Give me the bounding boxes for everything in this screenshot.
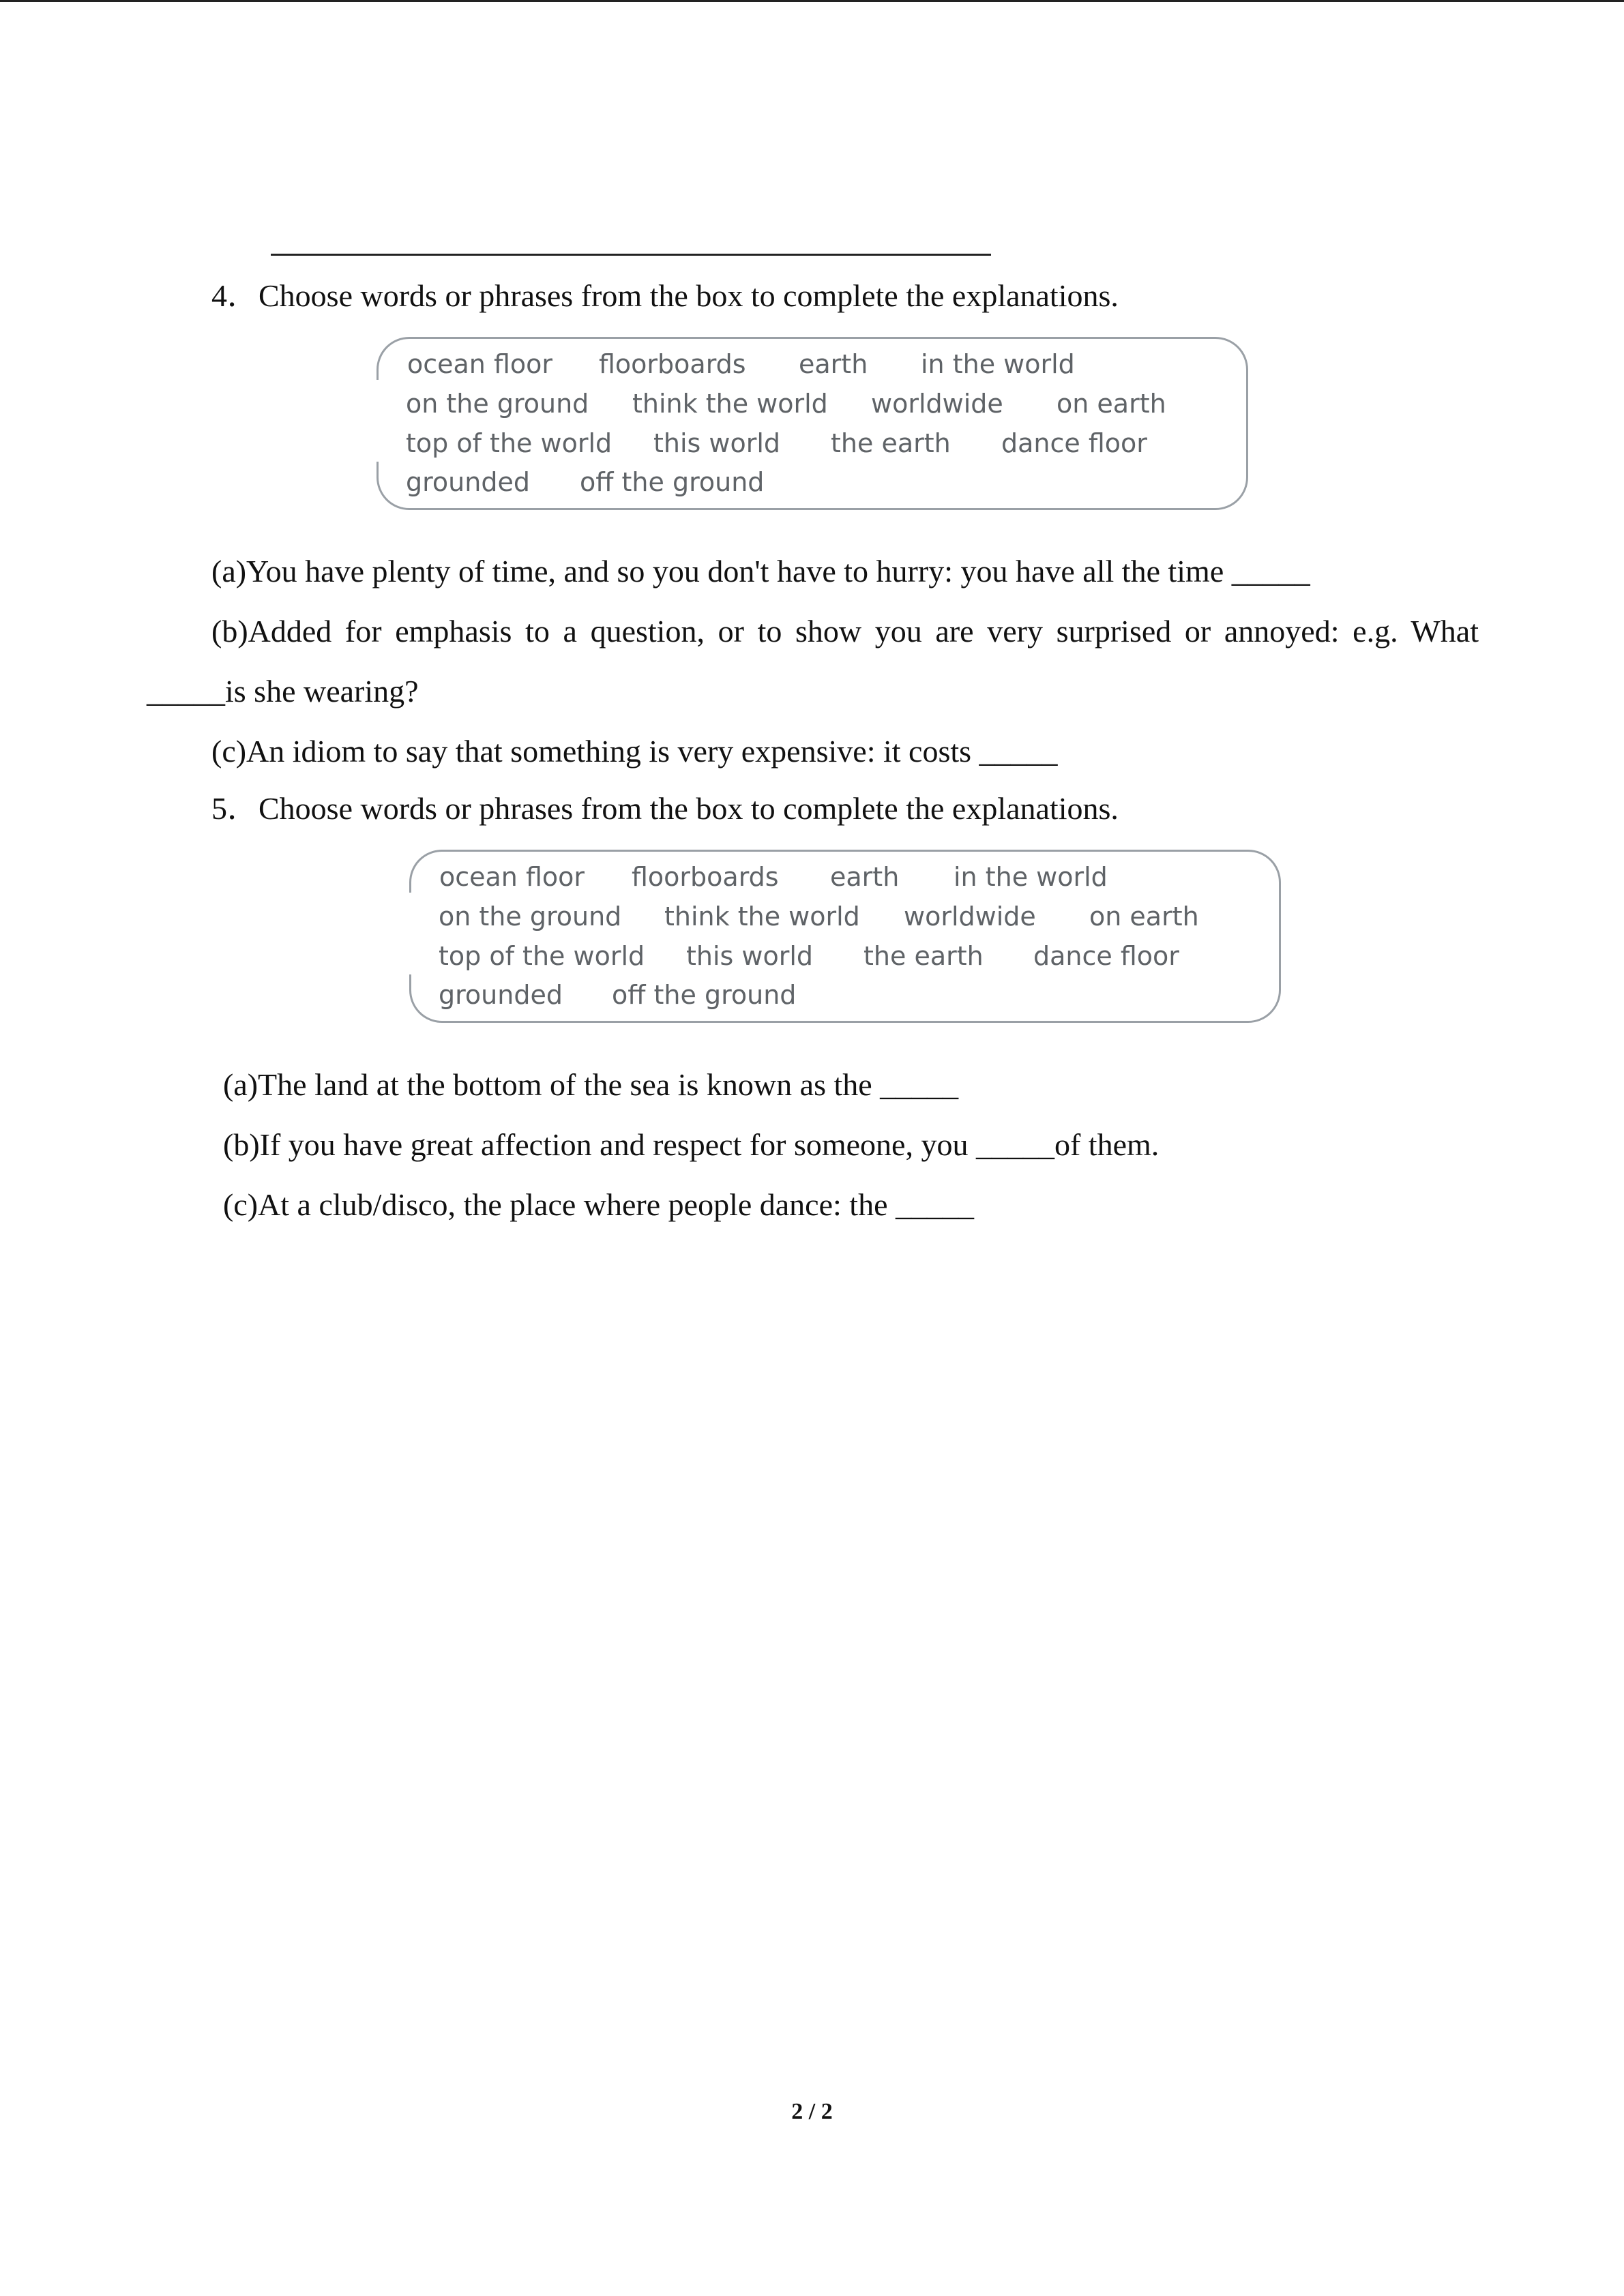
q5-box-word: off the ground <box>612 980 797 1010</box>
q4-item-a: (a)You have plenty of time, and so you don't have to hurry: you have all the time _____ <box>211 554 1310 588</box>
page-top-border <box>0 0 1624 2</box>
q5-heading <box>211 790 1119 828</box>
q5-box-word: earth <box>830 862 900 892</box>
q5-box-word: grounded <box>439 980 563 1010</box>
q4-box-word: worldwide <box>871 389 1003 419</box>
q5-item-a: (a)The land at the bottom of the sea is known as the _____ <box>223 1067 959 1102</box>
q4-item-c: (c)An idiom to say that something is very expensive: it costs _____ <box>211 734 1058 769</box>
q5-box-word: floorboards <box>632 862 779 892</box>
q4-box-word: on earth <box>1057 389 1166 419</box>
q4-box-word: floorboards <box>599 349 746 379</box>
q5-item-b: (b)If you have great affection and respect for someone, you _____of them. <box>223 1127 1160 1162</box>
answer-blank-line <box>271 254 991 256</box>
q4-item-b-line2: _____is she wearing? <box>147 674 419 709</box>
q5-box-word: think the world <box>664 901 860 931</box>
q4-box-word: ocean floor <box>407 349 553 379</box>
q5-instruction: Choose words or phrases from the box to complete the explanations. <box>259 791 1119 826</box>
q4-box-word: grounded <box>406 467 530 497</box>
q4-instruction: Choose words or phrases from the box to complete the explanations. <box>259 278 1119 313</box>
q4-box-word: earth <box>799 349 868 379</box>
q5-box-word: in the world <box>954 862 1108 892</box>
q4-box-word: off the ground <box>580 467 765 497</box>
q5-item-c: (c)At a club/disco, the place where people dance: the _____ <box>223 1187 974 1222</box>
q4-item-b-line1: (b)Added for emphasis to a question, or to show you are very surprised or annoyed: e.g. What <box>211 614 1479 648</box>
q5-number: 5． <box>211 791 259 826</box>
q4-box-word: top of the world <box>406 428 612 458</box>
page-number: 2 / 2 <box>791 2099 833 2124</box>
q5-box-word: worldwide <box>904 901 1036 931</box>
q5-box-word: the earth <box>863 941 984 971</box>
q4-box-word: think the world <box>632 389 828 419</box>
q5-box-word: this world <box>686 941 814 971</box>
q4-number: 4． <box>211 278 259 313</box>
q5-box-word: top of the world <box>439 941 645 971</box>
q5-box-word: on earth <box>1089 901 1199 931</box>
q4-box-word: the earth <box>831 428 951 458</box>
q4-box-word: in the world <box>921 349 1075 379</box>
q5-box-word: on the ground <box>439 901 622 931</box>
q4-box-word: this world <box>653 428 781 458</box>
q4-heading <box>211 277 1119 315</box>
q4-box-word: on the ground <box>406 389 589 419</box>
q5-box-word: ocean floor <box>439 862 585 892</box>
q4-box-word: dance floor <box>1001 428 1147 458</box>
q5-box-word: dance floor <box>1033 941 1179 971</box>
